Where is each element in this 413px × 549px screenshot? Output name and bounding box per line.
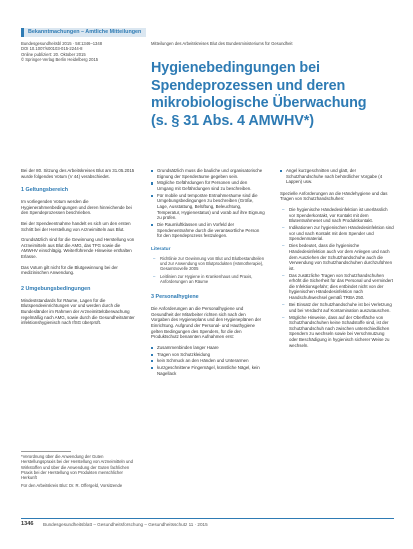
section-heading: 1 Geltungsbereich	[21, 187, 69, 194]
category-bar	[21, 28, 146, 37]
paragraph: Grundsätzlich sind für die Gewinnung und Herstellung von Arzneimitteln aus Blut die AMG, das TFG sowie die AMWHV einschlägig. Weiterführende Hinweise enthalten Erlasse.	[21, 237, 135, 259]
list-item-text: Mögliche Hinweise, dass auf der Oberfläche von Schutzhandschuhen keine Schadstoffe sind, ist der Schutzhandschuh nach zwischen unterschiedlichen Spendern zu wechseln sowie bei Verschmutzung oder Beschädigung in hygienisch sicherer Weise zu wechseln.	[289, 314, 390, 348]
footnote-text: *Verordnung über die Anwendung der Guten Herstellungspraxis bei der Herstellung von Arzneimitteln und Wirkstoffen und über die Anwendung der Guten fachlichen Praxis bei der Herstellung von Produkten menschlicher Herkunft	[21, 454, 133, 481]
meta-line: DOI 10.1007/s00103-015-2244-8	[21, 46, 83, 52]
list-item: Für mobile und temporäre Entnahmeräume sind die Umgebungsbedingungen zu beschreiben (Größe, Lage, Ausstattung, Belüftung, Beleuchtung, Temperatur, Hygienestatus) und vorab auf ihre Eignung zu prüfen.	[151, 193, 265, 221]
list-item-text: Bei Einsatz der Schutzhandschuhe ist bei Verletzung und bei Verdacht auf Kontamination auszutauschen.	[289, 302, 392, 313]
section-heading: 3 Personalhygiene	[151, 294, 199, 301]
list-item-text: Die hygienische Händedesinfektion ist unerlässlich vor Spenderkontakt, vor Kontakt mit dem Blutentnahmeset und nach Produktkontakt.	[289, 206, 388, 224]
series-subtitle: Mitteilungen des Arbeitskreises Blut des Bundesministeriums für Gesundheit	[151, 41, 293, 46]
paragraph: Mindeststandards für Räume, Lagen für die Blutspendeeinrichtungen vor und werden durch die Bundesländer im Rahmen der Arzneimittelüberwachung regelmäßig nach AMG, sowie durch die Gesundheitsämter infektionshygienisch nach IfSG überprüft.	[21, 297, 135, 326]
list-item	[280, 273, 394, 301]
section-heading: 2 Umgebungsbedingungen	[21, 285, 91, 292]
list-item: Zusammenbinden langer Haare	[151, 345, 265, 351]
dash-list	[280, 207, 394, 348]
footnote-rule	[21, 451, 71, 452]
list-item-text: Indikationen zur hygienischen Händedesinfektion sind vor und nach Kontakt mit dem Spender und Spendenmaterial.	[289, 225, 394, 242]
list-item: kein Schmuck an den Händen und Unterarmen	[151, 358, 265, 364]
list-item: kurzgeschnittene Fingernägel, künstliche Nägel, kein Nagellack	[151, 365, 265, 376]
column-1	[21, 168, 135, 331]
meta-line: Online publiziert: 20. Oktober 2015	[21, 51, 86, 57]
list-item	[280, 207, 394, 224]
list-item-text: Das zusätzliche Tragen von Schutzhandschuhen erhöht die Sicherheit für das Personal und vermindert die Infektionsgefahr; dies entbindet nicht von der hygienischen Händedesinfektion nach Handschuhwechsel gemäß TRBA 250.	[289, 272, 393, 301]
list-item	[280, 302, 394, 313]
list-item	[280, 243, 394, 271]
footnote	[21, 454, 135, 489]
list-item: Grundsätzlich muss die bauliche und organisatorische Eignung der Spenderäume gegeben sein.	[151, 168, 265, 179]
footer	[21, 521, 394, 529]
intro-paragraph: Bei der 80. Sitzung des Arbeitskreises Blut am 31.05.2015 wurde folgendes Votum (V 44) verabschiedet.	[21, 168, 135, 179]
column-3	[280, 168, 394, 350]
literature-item: – Leitlinien zur Hygiene in Krankenhaus und Praxis, Anforderungen an Räume	[151, 274, 265, 285]
list-item: Angel kurzgeschnitten und glatt, der Schutzhandschuhe nach behördlicher Vorgabe (4 Lappen) usw.	[280, 168, 394, 185]
paragraph: Das Votum gilt nicht für die Blutgewinnung bei der medizinischen Anwendung.	[21, 264, 118, 276]
literature-list	[151, 256, 265, 284]
footnote-signature: Für den Arbeitskreis Blut: Dr. R. Offergeld, Vorsitzende	[21, 483, 123, 489]
column-2	[151, 168, 265, 377]
paragraph: Im vorliegenden Votum werden die Hygienerahmenbedingungen und deren hinreichende bei den Spendeprozessen beschrieben.	[21, 199, 132, 216]
article-meta	[21, 41, 147, 62]
list-item: Die Raumluftklassen und im Vorfeld der Spendenentnahme durch die verantwortliche Person für den Spendeprozess festzulegen.	[151, 222, 265, 239]
list-item	[280, 315, 394, 349]
list-item-text: Dies bedeutet, dass die hygienische Händedesinfektion auch vor dem Anlegen und nach dem Ausziehen der Schutzhandschuhe auch die Verwendung von Schutzhandschuhen durchzuführen ist.	[289, 243, 393, 271]
paragraph: Bei der Spendeentnahme handelt es sich um den ersten Schritt bei der Herstellung von Arzneimitteln aus Blut.	[21, 220, 131, 232]
article-title: Hygienebedingungen bei Spendeprozessen und deren mikrobiologische Überwachung (s. § 31 Abs. 4 AMWHV*)	[151, 60, 367, 129]
list-item: Tragen von Schutzkleidung	[151, 352, 265, 358]
meta-line: © Springer-Verlag Berlin Heidelberg 2015	[21, 56, 99, 62]
list-item	[280, 225, 394, 242]
meta-line: Bundesgesundheitsbl 2015 · 58:1346–1348	[21, 41, 103, 46]
literature-heading: Literatur	[151, 246, 171, 252]
bullet-list	[151, 168, 265, 239]
paragraph: Die Anforderungen an die Personalhygiene und Gesundheit der Mitarbeiter richten sich nach den Vorgaben des Hygieneplans und den Hygieneplänen der Einrichtung. Aufgrund der Personal- und Hauthygiene gelten Bedingungen des Spenders, für die den Produktschutz benannten Aufnahmen erst:	[151, 306, 262, 340]
literature-item: – Richtlinie zur Gewinnung von Blut und Blutbestandteilen und zur Anwendung von Blutprodukten (Hämotherapie), Gesamtnovelle 2005	[151, 256, 265, 272]
journal-info: Bundesgesundheitsblatt – Gesundheitsforschung – Gesundheitsschutz 11 · 2015	[43, 521, 208, 527]
list-item: Mögliche Gefährdungen für Personen und den Umgang mit Gefährdungen sind zu beschreiben.	[151, 180, 265, 191]
footer-rule	[21, 518, 394, 519]
bullet-list	[151, 345, 265, 377]
paragraph: Spezielle Anforderungen an die Händehygiene und das Tragen von Schutzhandschuhen:	[280, 190, 388, 202]
page-number: 1346	[21, 521, 34, 527]
category-label: Bekanntmachungen – Amtliche Mitteilungen	[28, 29, 142, 35]
bullet-list	[280, 168, 394, 185]
